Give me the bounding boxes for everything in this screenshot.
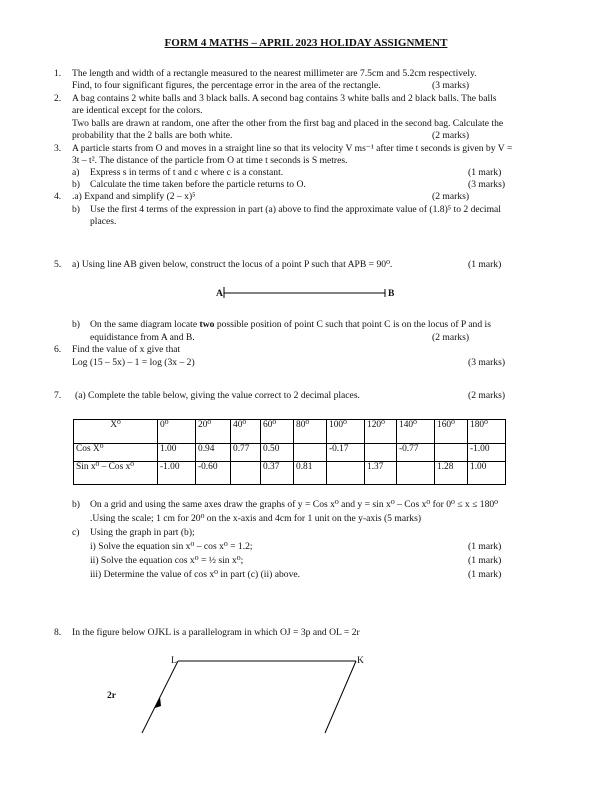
q3b-marks: (3 marks) bbox=[468, 179, 506, 190]
table-cell: -1.00 bbox=[158, 462, 196, 485]
question-number: 5. bbox=[54, 259, 62, 270]
table-cell: X⁰ bbox=[74, 420, 158, 444]
table-cell: 120⁰ bbox=[365, 420, 397, 444]
question-number: 8. bbox=[54, 627, 62, 638]
q4a-marks: (2 marks) bbox=[432, 191, 470, 202]
table-cell: -1.00 bbox=[468, 444, 506, 462]
q2-text: Two balls are drawn at random, one after the other from the first bag and placed in the second bag. Calculate the bbox=[72, 118, 504, 129]
table-cell: 0.50 bbox=[261, 444, 294, 462]
q7cii-marks: (1 mark) bbox=[468, 555, 502, 566]
table-cell: 140⁰ bbox=[397, 420, 435, 444]
q6-text: Find the value of x give that bbox=[72, 344, 181, 355]
q5b-marks: (2 marks) bbox=[432, 332, 470, 343]
table-cell: 80⁰ bbox=[294, 420, 327, 444]
q5a-text: a) Using line AB given below, construct the locus of a point P such that APB = 90⁰. bbox=[72, 259, 393, 270]
table-cell: 180⁰ bbox=[468, 420, 506, 444]
table-cell: -0.77 bbox=[397, 444, 435, 462]
point-k-label: K bbox=[357, 655, 364, 666]
q3b-label: b) bbox=[72, 179, 80, 190]
table-cell: -0.17 bbox=[327, 444, 365, 462]
question-number: 2. bbox=[54, 93, 62, 104]
q7a-text: (a) Complete the table below, giving the value correct to 2 decimal places. bbox=[75, 390, 360, 401]
table-cell: 160⁰ bbox=[435, 420, 468, 444]
question-number: 7. bbox=[54, 390, 62, 401]
table-cell: 0⁰ bbox=[158, 420, 196, 444]
table-cell: 60⁰ bbox=[261, 420, 294, 444]
table-cell: 40⁰ bbox=[231, 420, 261, 444]
question-number: 1. bbox=[54, 68, 62, 79]
table-cell: 20⁰ bbox=[196, 420, 231, 444]
q3a-text: Express s in terms of t and c where c is a constant. bbox=[90, 167, 284, 178]
q1-text: Find, to four significant figures, the percentage error in the area of the rectangle. bbox=[72, 80, 381, 91]
q3a-marks: (1 mark) bbox=[468, 167, 502, 178]
q3-text: A particle starts from O and moves in a straight line so that its velocity V ms⁻¹ after time t seconds is given by V = bbox=[72, 143, 513, 154]
point-b-label: B bbox=[388, 288, 395, 299]
table-cell: 0.37 bbox=[261, 462, 294, 485]
side-label-2r: 2r bbox=[107, 690, 117, 701]
q5b-text-post: possible position of point C such that point C is on the locus of P and is bbox=[214, 319, 491, 330]
q8-text: In the figure below OJKL is a parallelogram in which OJ = 3p and OL = 2r bbox=[72, 627, 360, 638]
q3a-label: a) bbox=[72, 167, 80, 178]
table-cell: Cos X⁰ bbox=[74, 444, 158, 462]
q7b-label: b) bbox=[72, 499, 80, 510]
q7a-marks: (2 marks) bbox=[468, 390, 506, 401]
page-title: FORM 4 MATHS – APRIL 2023 HOLIDAY ASSIGNMENT bbox=[164, 37, 448, 49]
question-number: 6. bbox=[54, 344, 62, 355]
q6-equation: Log (15 – 5x) – 1 = log (3x – 2) bbox=[72, 357, 195, 368]
q4b-label: b) bbox=[72, 204, 80, 215]
q1-text: The length and width of a rectangle measured to the nearest millimeter are 7.5cm and 5.2cm respectively. bbox=[72, 68, 477, 79]
q4b-text: places. bbox=[90, 216, 117, 227]
q5b-text-pre: On the same diagram locate bbox=[90, 319, 200, 330]
q7ci-text: i) Solve the equation sin x⁰ – cos x⁰ = 1.2; bbox=[90, 541, 253, 552]
table-cell: 1.37 bbox=[365, 462, 397, 485]
point-l-label: L bbox=[171, 655, 177, 666]
point-a-label: A bbox=[216, 288, 223, 299]
q4b-text: Use the first 4 terms of the expression in part (a) above to find the approximate value of (1.8)⁵ to 2 decimal bbox=[90, 204, 501, 215]
q4a-text: .a) Expand and simplify (2 – x)⁵ bbox=[72, 191, 196, 202]
q5b-text-bold: two bbox=[199, 319, 215, 330]
q1-marks: (3 marks) bbox=[432, 80, 470, 91]
q5b-label: b) bbox=[72, 319, 80, 330]
table-cell: 100⁰ bbox=[327, 420, 365, 444]
table-cell: 0.94 bbox=[196, 444, 231, 462]
table-cell: 0.81 bbox=[294, 462, 327, 485]
q6-marks: (3 marks) bbox=[468, 357, 506, 368]
table-cell: 1.00 bbox=[468, 462, 506, 485]
q7b-text: .Using the scale; 1 cm for 20⁰ on the x-axis and 4cm for 1 unit on the y-axis (5 marks) bbox=[90, 513, 422, 524]
table-cell: 0.77 bbox=[231, 444, 261, 462]
q7c-label: c) bbox=[72, 527, 80, 538]
q5b-text: equidistance from A and B. bbox=[90, 332, 195, 343]
table-cell: Sin x⁰ – Cos x⁰ bbox=[74, 462, 158, 485]
arrow-icon bbox=[155, 697, 161, 708]
q7ci-marks: (1 mark) bbox=[468, 541, 502, 552]
q3-text: 3t – t². The distance of the particle from O at time t seconds is S metres. bbox=[72, 155, 348, 166]
q7ciii-text: iii) Determine the value of cos x⁰ in part (c) (ii) above. bbox=[90, 569, 301, 580]
table-cell: -0.60 bbox=[196, 462, 231, 485]
q5a-marks: (1 mark) bbox=[468, 259, 502, 270]
question-number: 3. bbox=[54, 143, 62, 154]
q2-text: probability that the 2 balls are both white. bbox=[72, 130, 233, 141]
q7cii-text: ii) Solve the equation cos x⁰ = ½ sin x⁰; bbox=[90, 555, 244, 566]
q7b-text: On a grid and using the same axes draw the graphs of y = Cos x⁰ and y = sin x⁰ – Cos x⁰ for 0⁰ ≤ x ≤ 180⁰ bbox=[90, 499, 499, 510]
question-number: 4. bbox=[54, 191, 62, 202]
q3b-text: Calculate the time taken before the particle returns to O. bbox=[90, 179, 306, 190]
q7c-text: Using the graph in part (b); bbox=[90, 527, 195, 538]
table-cell: 1.28 bbox=[435, 462, 468, 485]
q7ciii-marks: (1 mark) bbox=[468, 569, 502, 580]
q2-marks: (2 marks) bbox=[432, 130, 470, 141]
table-cell: 1.00 bbox=[158, 444, 196, 462]
q2-text: are identical except for the colors. bbox=[72, 105, 203, 116]
q2-text: A bag contains 2 white balls and 3 black balls. A second bag contains 3 white balls and 2 black balls. The balls bbox=[72, 93, 497, 104]
